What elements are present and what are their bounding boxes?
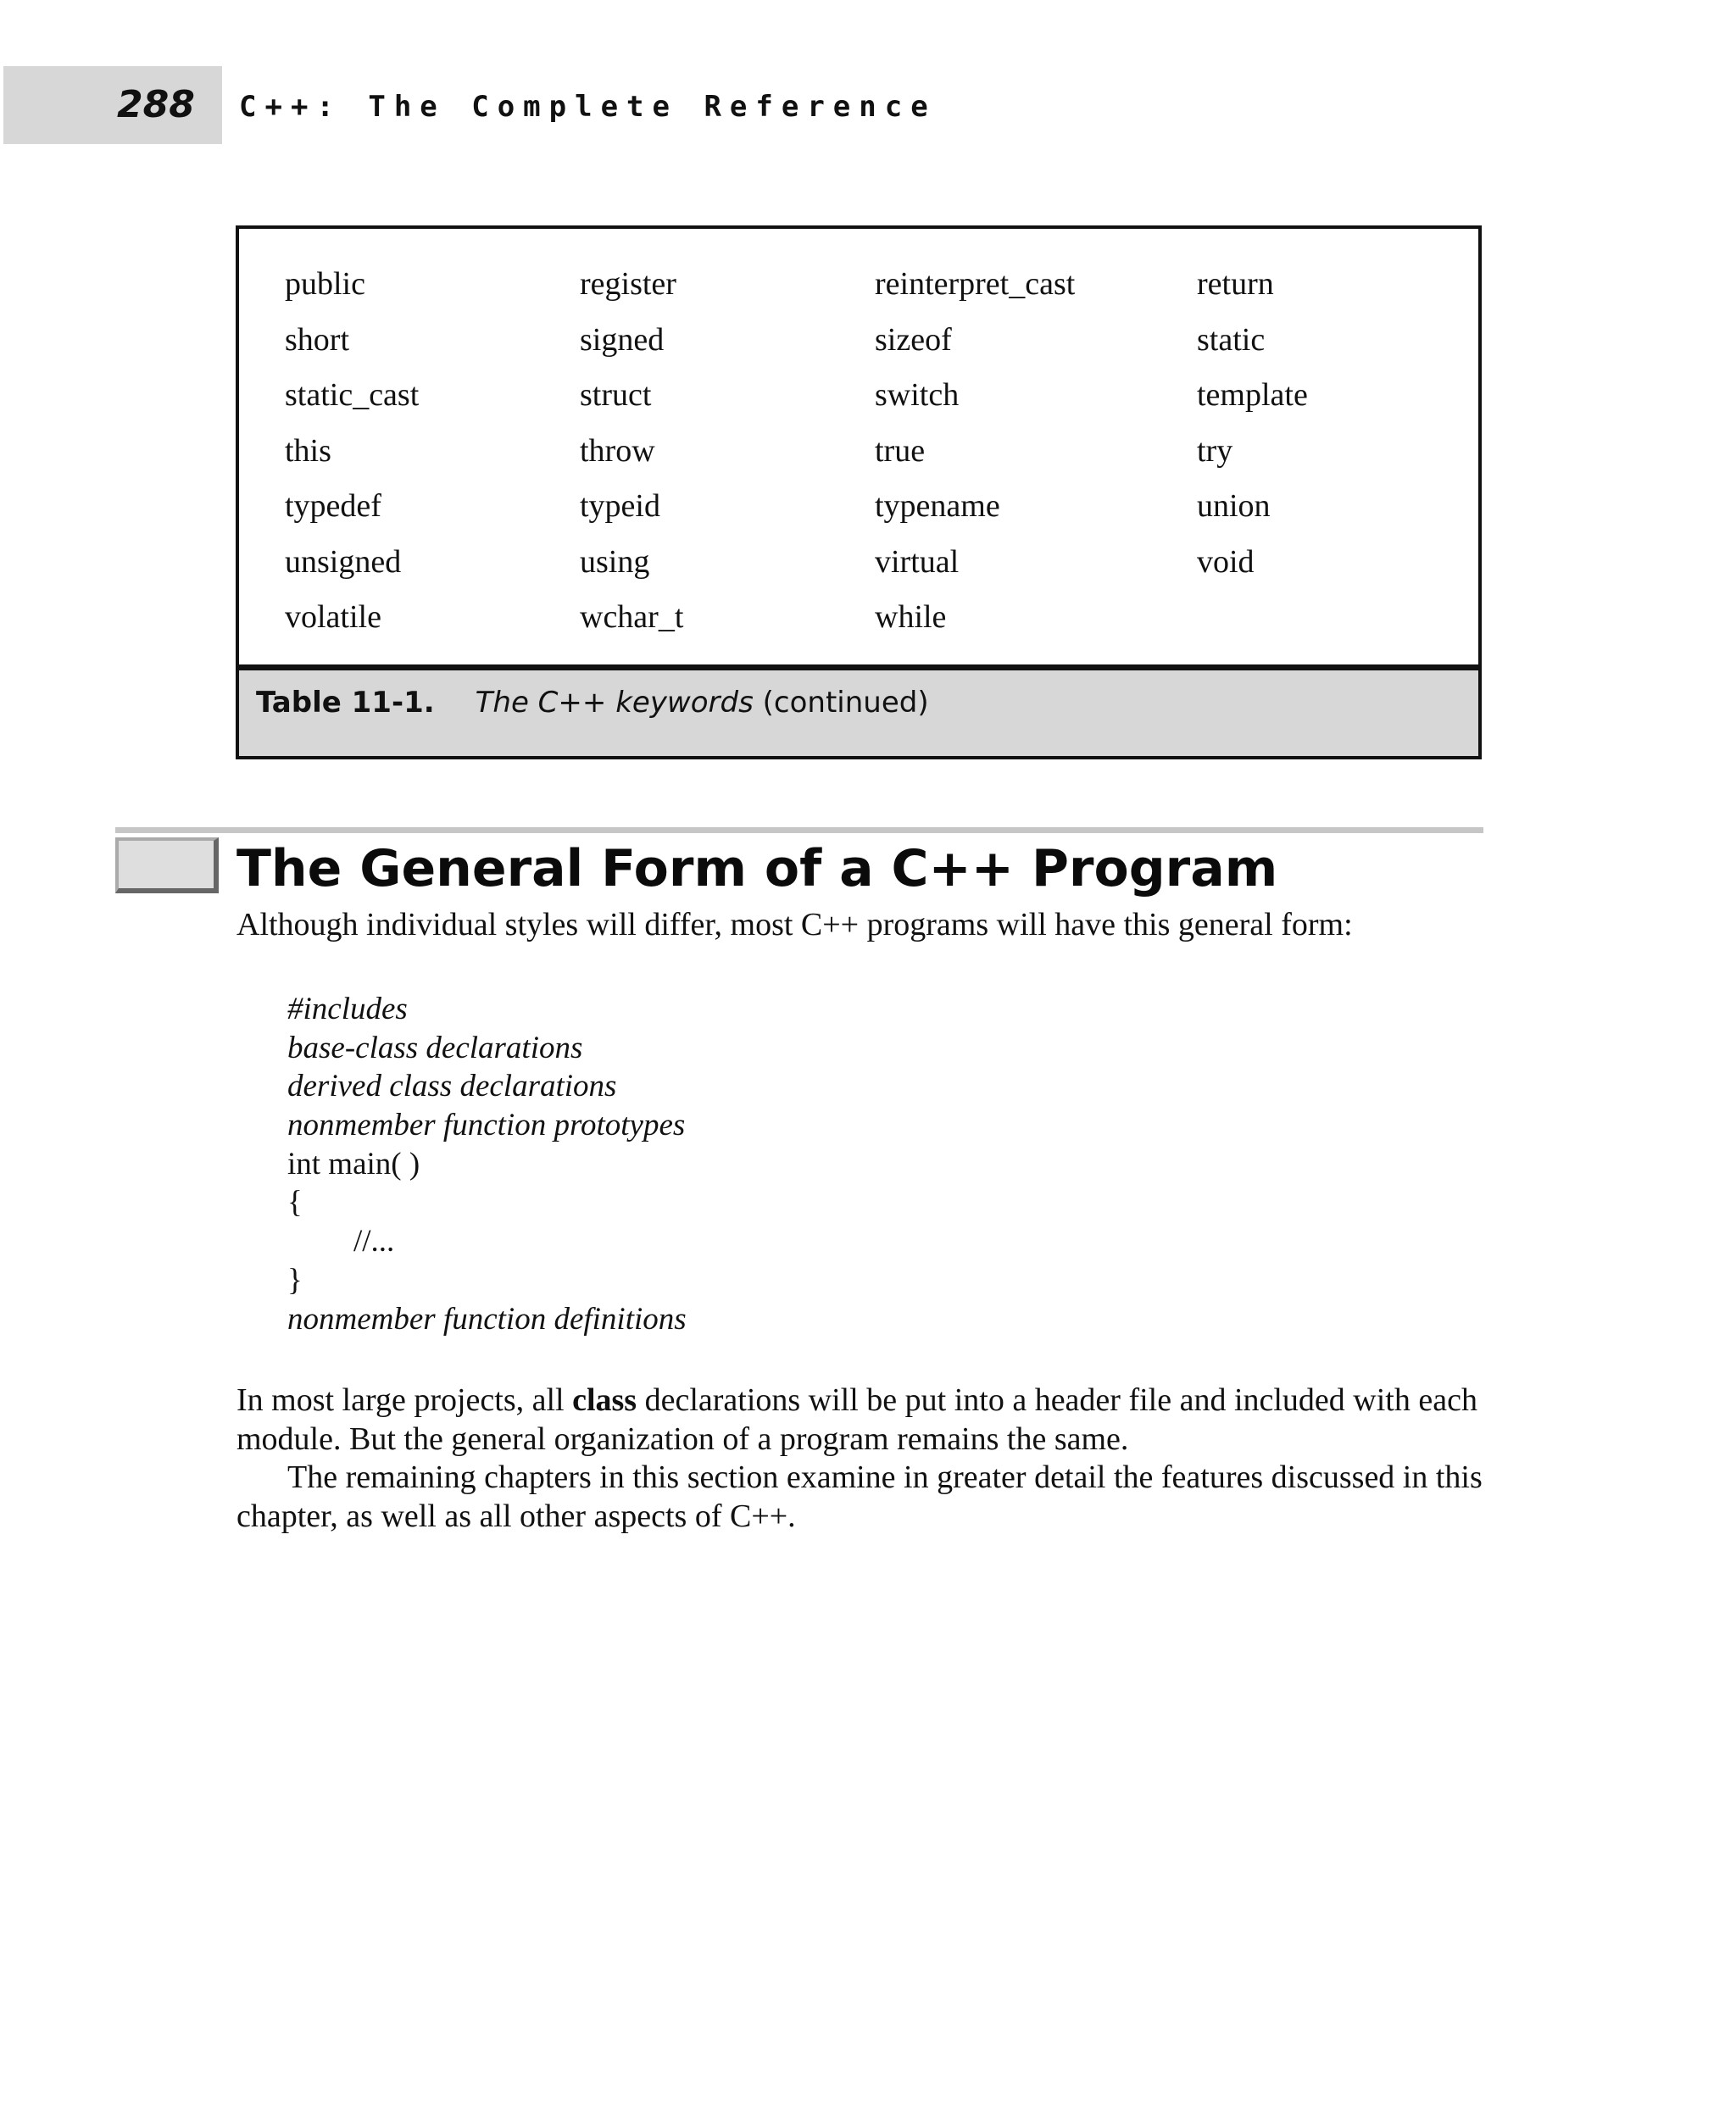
keyword-cell: struct xyxy=(580,377,652,413)
keyword-cell: void xyxy=(1197,543,1255,580)
keyword-cell: volatile xyxy=(285,599,381,635)
keyword-cell: static_cast xyxy=(285,377,420,413)
keyword-cell: template xyxy=(1197,377,1308,413)
body-text xyxy=(236,1382,1483,1536)
keyword-cell: using xyxy=(580,543,650,580)
keyword-grid xyxy=(285,261,1451,650)
page-number: 288 xyxy=(117,83,195,126)
section-rule xyxy=(115,827,1483,833)
keyword-cell: typename xyxy=(875,488,1000,524)
keyword-cell: wchar_t xyxy=(580,599,684,635)
paragraph-text: declarations will be put into a header file and included with each module. But the general organization of a program remains the same. xyxy=(236,1382,1477,1457)
keyword-cell: throw xyxy=(580,432,655,469)
keyword-cell: reinterpret_cast xyxy=(875,266,1076,302)
keyword-cell: return xyxy=(1197,266,1274,302)
code-line: nonmember function definitions xyxy=(287,1301,687,1337)
keyword-cell: public xyxy=(285,266,365,302)
code-line: int main( ) xyxy=(287,1146,420,1181)
code-line: { xyxy=(287,1185,303,1220)
keyword-cell: typedef xyxy=(285,488,381,524)
keyword-cell: short xyxy=(285,321,349,358)
keyword-cell: union xyxy=(1197,488,1271,524)
keyword-class: class xyxy=(572,1382,637,1418)
keyword-cell: try xyxy=(1197,432,1233,469)
code-line: derived class declarations xyxy=(287,1069,617,1104)
keyword-cell: virtual xyxy=(875,543,960,580)
keyword-cell: sizeof xyxy=(875,321,952,358)
keyword-cell: true xyxy=(875,432,926,469)
keyword-cell: register xyxy=(580,266,676,302)
keyword-cell: typeid xyxy=(580,488,660,524)
code-line: base-class declarations xyxy=(287,1030,583,1065)
code-line: } xyxy=(287,1262,303,1298)
table-caption-continued: (continued) xyxy=(753,686,929,720)
section-heading: The General Form of a C++ Program xyxy=(236,839,1278,898)
keyword-cell: this xyxy=(285,432,331,469)
table-caption-number: Table 11-1. xyxy=(256,686,435,720)
paragraph-text: In most large projects, all xyxy=(236,1382,573,1418)
paragraph xyxy=(236,1382,1483,1459)
keyword-cell: unsigned xyxy=(285,543,402,580)
keyword-table xyxy=(236,225,1482,759)
general-form-block xyxy=(287,990,687,1338)
keyword-cell: signed xyxy=(580,321,665,358)
keyword-cell: while xyxy=(875,599,947,635)
paragraph: The remaining chapters in this section examine in greater detail the features discussed in this chapter, as well as all other aspects of C++. xyxy=(236,1459,1483,1534)
intro-paragraph: Although individual styles will differ, most C++ programs will have this general form: xyxy=(236,907,1353,942)
code-line: nonmember function prototypes xyxy=(287,1108,686,1143)
code-line: //... xyxy=(353,1224,395,1259)
keyword-cell: switch xyxy=(875,377,960,413)
table-caption xyxy=(256,684,929,721)
table-caption-bar xyxy=(239,664,1478,756)
running-head: C++: The Complete Reference xyxy=(239,90,937,124)
section-marker-box xyxy=(115,837,219,893)
keyword-cell xyxy=(1197,594,1451,650)
keyword-cell: static xyxy=(1197,321,1266,358)
code-line: #includes xyxy=(287,992,408,1026)
table-caption-title: The C++ keywords xyxy=(475,686,754,720)
